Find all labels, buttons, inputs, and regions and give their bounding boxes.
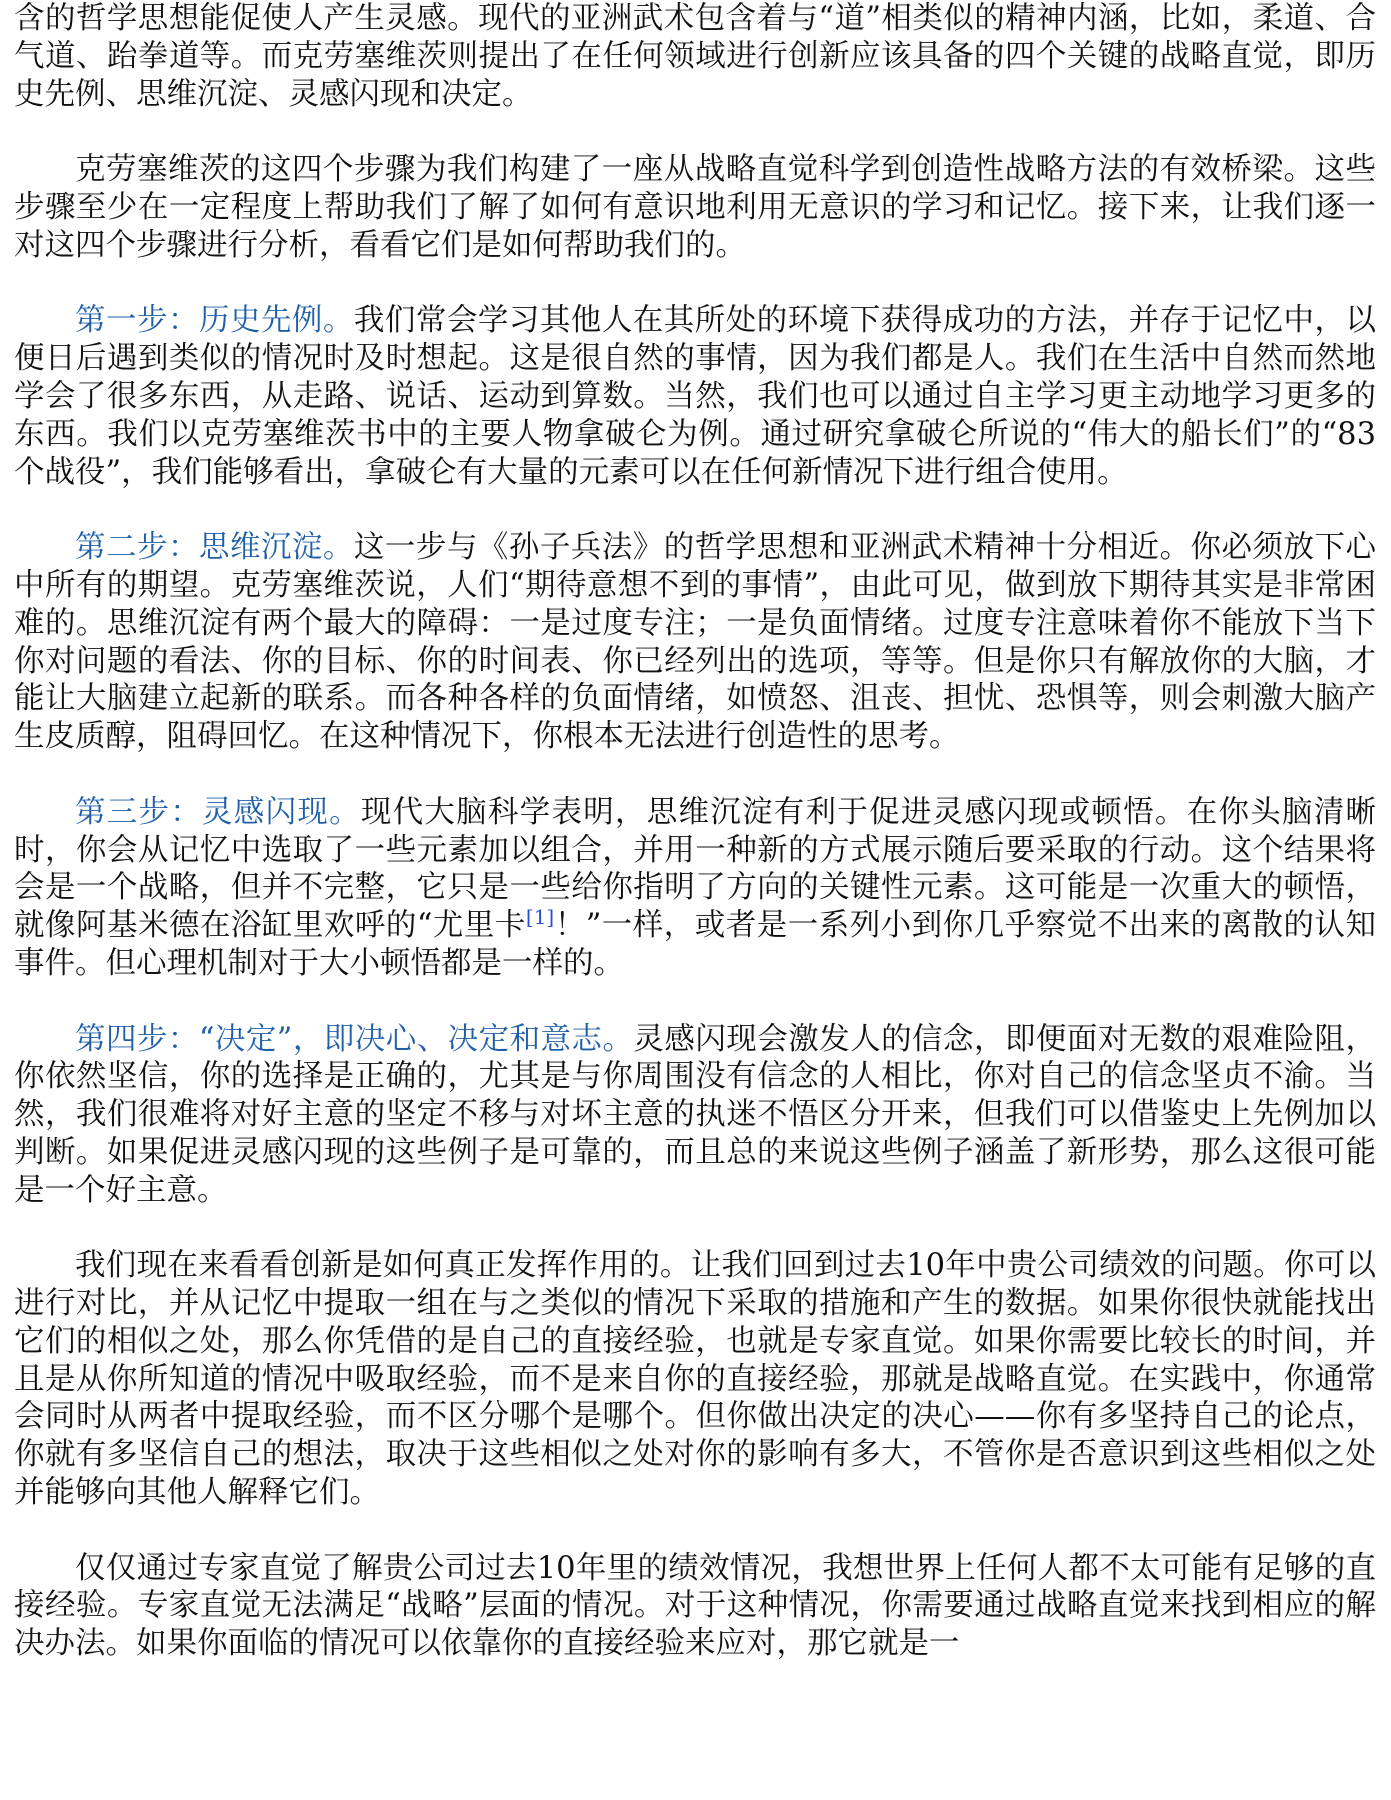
paragraph-text: 仅仅通过专家直觉了解贵公司过去10年里的绩效情况，我想世界上任何人都不太可能有足够的直接经验。专家直觉无法满足“战略”层面的情况。对于这种情况，你需要通过战略直觉来找到相应的解决办法。如果你面临的情况可以依靠你的直接经验来应对，那它就是一 (14, 1550, 1376, 1662)
paragraph-expert-intuition-limits (14, 1550, 1376, 1663)
paragraph-text-after-footnote: ！”一样，或者是一系列小到你几乎察觉不出来的离散的认知事件。但心理机制对于大小顿悟都是一样的。 (14, 908, 1376, 981)
paragraph-step-three (14, 794, 1376, 983)
paragraph-step-one (14, 302, 1376, 491)
paragraph-text: 含的哲学思想能促使人产生灵感。现代的亚洲武术包含着与“道”相类似的精神内涵，比如，柔道、合气道、跆拳道等。而克劳塞维茨则提出了在任何领域进行创新应该具备的四个关键的战略直觉，即历史先例、思维沉淀、灵感闪现和决定。 (14, 1, 1376, 112)
paragraph-text: 克劳塞维茨的这四个步骤为我们构建了一座从战略直觉科学到创造性战略方法的有效桥梁。这些步骤至少在一定程度上帮助我们了解了如何有意识地利用无意识的学习和记忆。接下来，让我们逐一对这四个步骤进行分析，看看它们是如何帮助我们的。 (14, 152, 1376, 263)
paragraph-text: 这一步与《孙子兵法》的哲学思想和亚洲武术精神十分相近。你必须放下心中所有的期望。克劳塞维茨说，人们“期待意想不到的事情”，由此可见，做到放下期待其实是非常困难的。思维沉淀有两个最大的障碍：一是过度专注；一是负面情绪。过度专注意味着你不能放下当下你对问题的看法、你的目标、你的时间表、你已经列出的选项，等等。但是你只有解放你的大脑，才能让大脑建立起新的联系。而各种各样的负面情绪，如愤怒、沮丧、担忧、恐惧等，则会刺激大脑产生皮质醇，阻碍回忆。在这种情况下，你根本无法进行创造性的思考。 (14, 530, 1376, 755)
paragraph-step-four (14, 1021, 1376, 1210)
step-heading: 第三步：灵感闪现。 (75, 794, 361, 830)
paragraph-intro-continued (14, 0, 1376, 113)
paragraph-text: 现代大脑科学表明，思维沉淀有利于促进灵感闪现或顿悟。在你头脑清晰时，你会从记忆中选取了一些元素加以组合，并用一种新的方式展示随后要采取的行动。这个结果将会是一个战略，但并不完整，它只是一些给你指明了方向的关键性元素。这可能是一次重大的顿悟，就像阿基米德在浴缸里欢呼的“尤里卡 (14, 794, 1377, 944)
step-heading: 第四步：“决定”，即决心、决定和意志。 (75, 1021, 634, 1057)
step-heading: 第二步：思维沉淀。 (75, 530, 354, 566)
paragraph-step-two (14, 529, 1376, 756)
paragraph-text: 灵感闪现会激发人的信念，即便面对无数的艰难险阻，你依然坚信，你的选择是正确的，尤其是与你周围没有信念的人相比，你对自己的信念坚贞不渝。当然，我们很难将对好主意的坚定不移与对坏主意的执迷不悟区分开来，但我们可以借鉴史上先例加以判断。如果促进灵感闪现的这些例子是可靠的，而且总的来说这些例子涵盖了新形势，那么这很可能是一个好主意。 (14, 1021, 1376, 1208)
paragraph-text: 我们现在来看看创新是如何真正发挥作用的。让我们回到过去10年中贵公司绩效的问题。你可以进行对比，并从记忆中提取一组在与之类似的情况下采取的措施和产生的数据。如果你很快就能找出它们的相似之处，那么你凭借的是自己的直接经验，也就是专家直觉。如果你需要比较长的时间，并且是从你所知道的情况中吸取经验，而不是来自你的直接经验，那就是战略直觉。在实践中，你通常会同时从两者中提取经验，而不区分哪个是哪个。但你做出决定的决心——你有多坚持自己的论点，你就有多坚信自己的想法，取决于这些相似之处对你的影响有多大，不管你是否意识到这些相似之处并能够向其他人解释它们。 (14, 1248, 1376, 1511)
paragraph-four-steps-bridge (14, 151, 1376, 264)
footnote-link[interactable]: [1] (525, 904, 555, 929)
document-page (14, 0, 1376, 1701)
paragraph-text: 我们常会学习其他人在其所处的环境下获得成功的方法，并存于记忆中，以便日后遇到类似的情况时及时想起。这是很自然的事情，因为我们都是人。我们在生活中自然而然地学会了很多东西，从走路、说话、运动到算数。当然，我们也可以通过自主学习更主动地学习更多的东西。我们以克劳塞维茨书中的主要人物拿破仑为例。通过研究拿破仑所说的“伟大的船长们”的“83个战役”，我们能够看出，拿破仑有大量的元素可以在任何新情况下进行组合使用。 (14, 303, 1376, 490)
paragraph-innovation-in-practice (14, 1247, 1376, 1512)
step-heading: 第一步：历史先例。 (75, 303, 354, 339)
